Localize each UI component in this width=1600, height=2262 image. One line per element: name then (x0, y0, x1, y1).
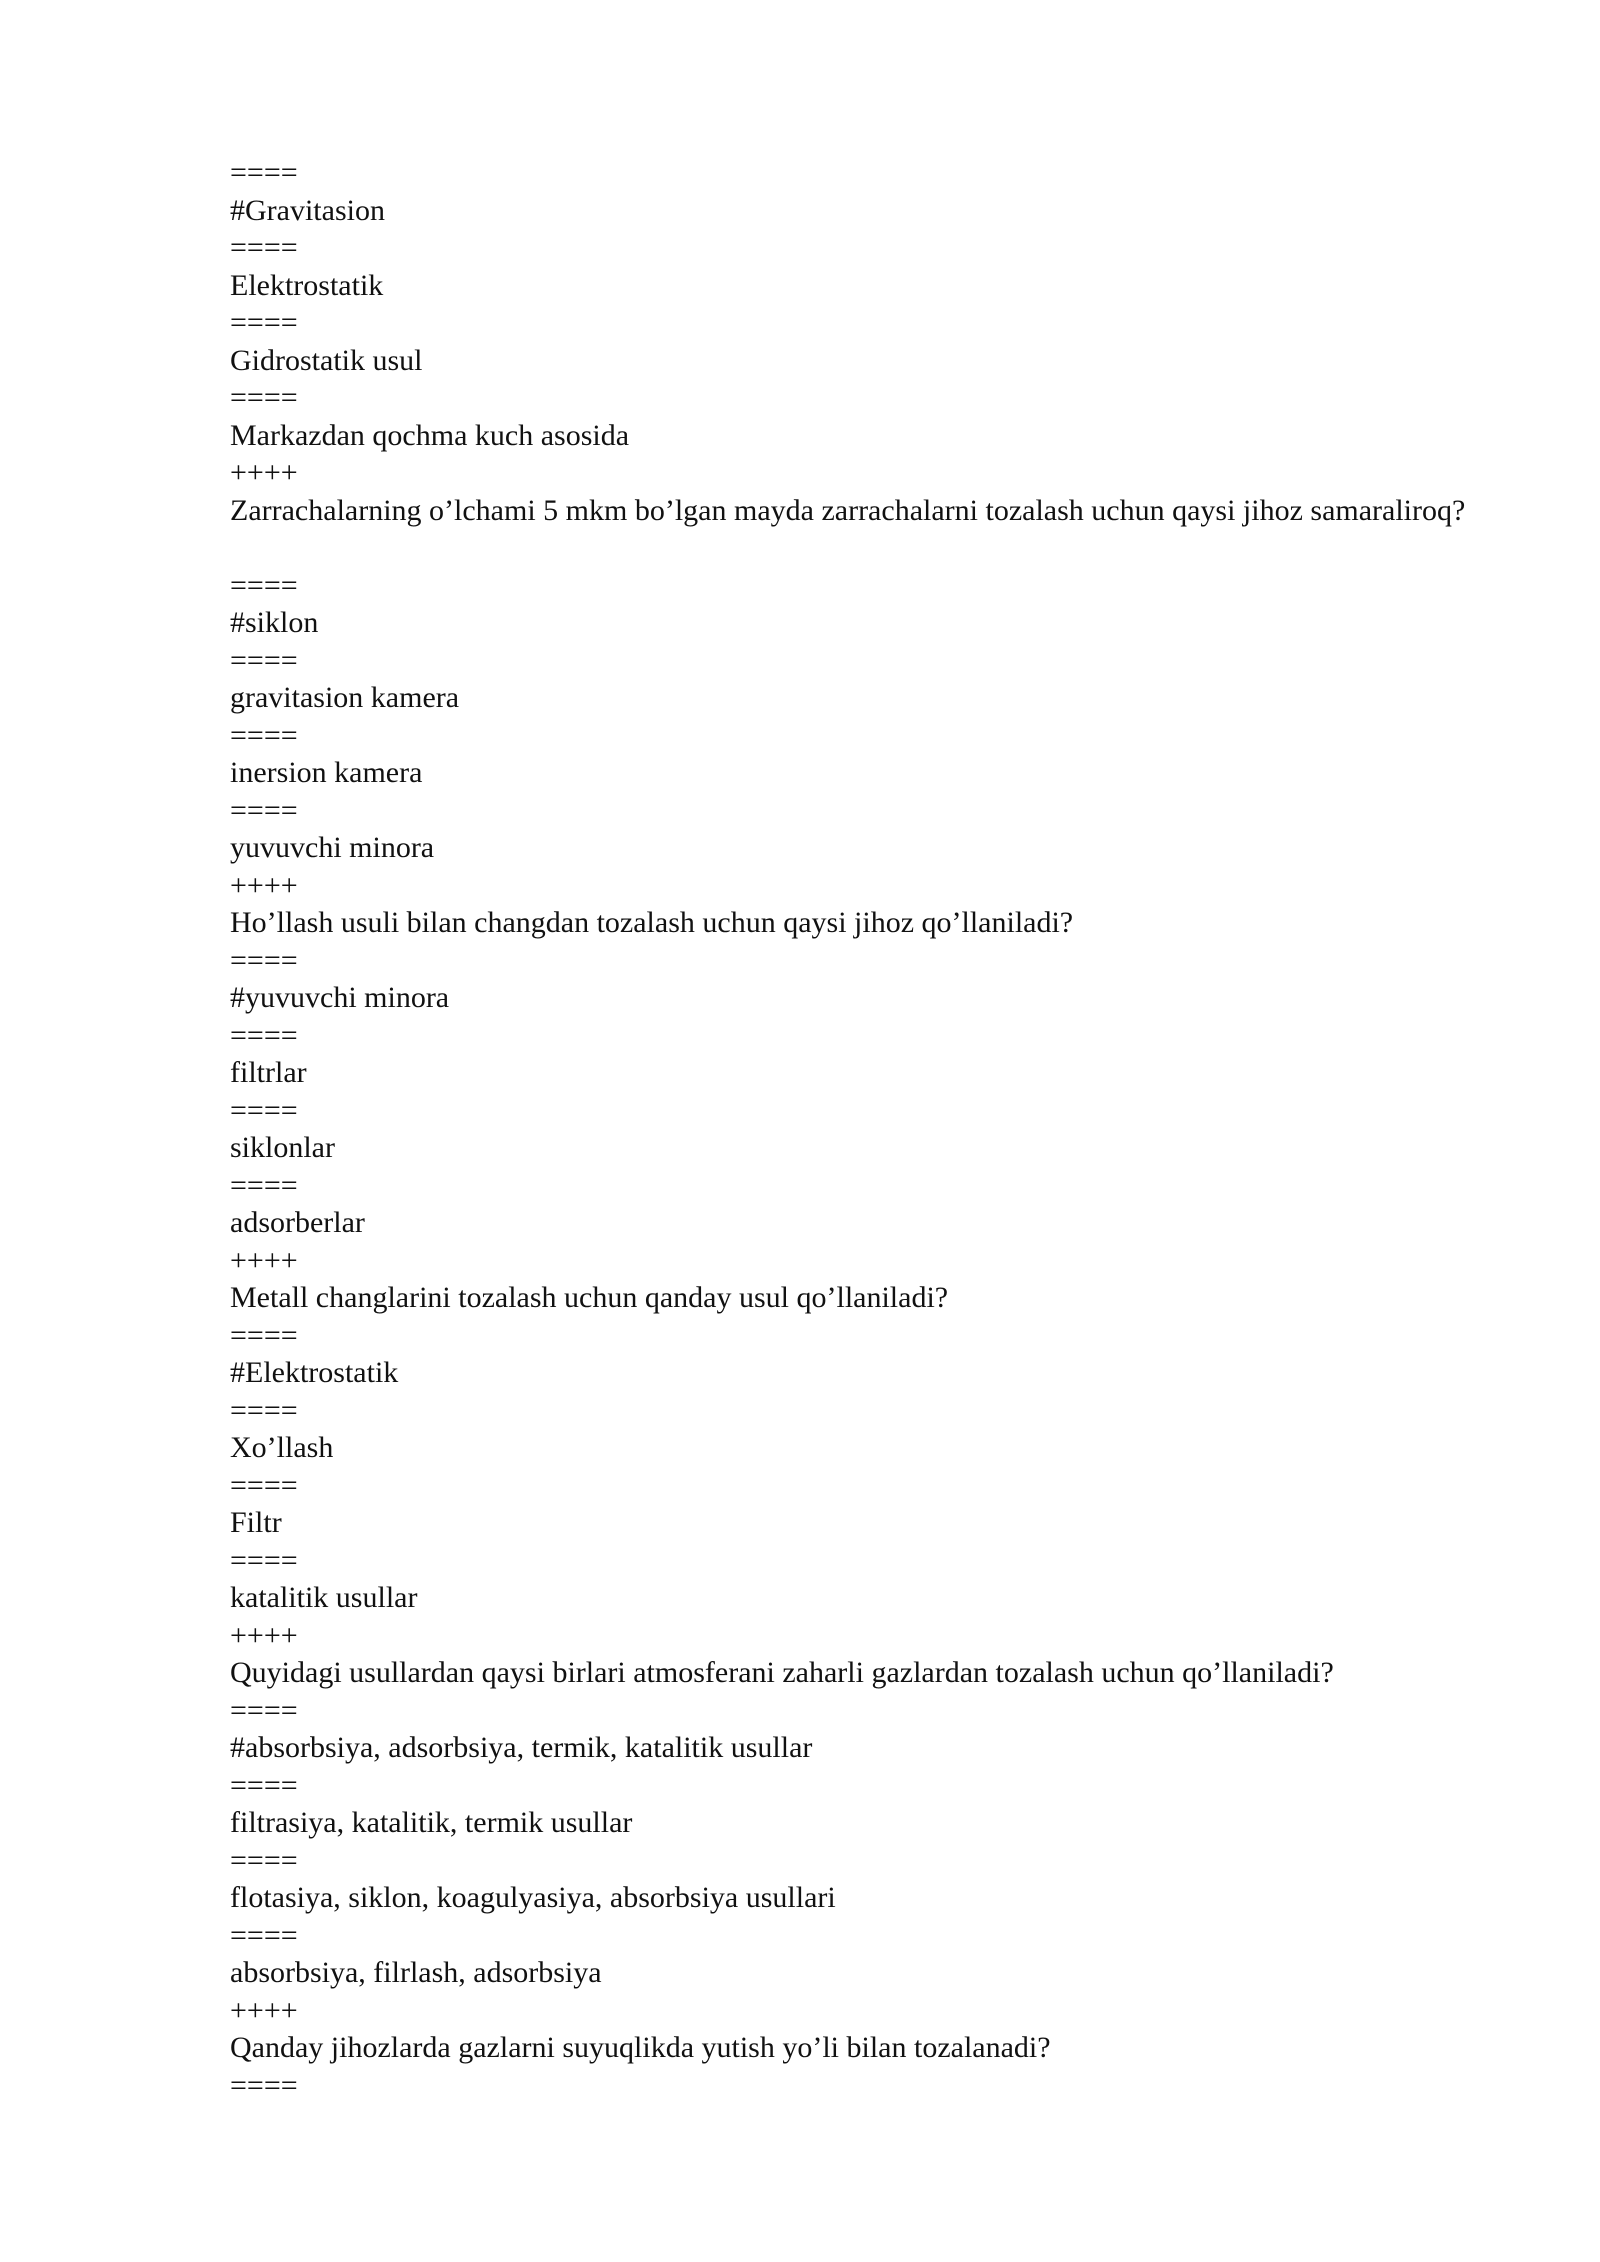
answer-option: Xo’llash (230, 1431, 334, 1464)
answer-option: gravitasion kamera (230, 681, 460, 714)
correct-answer-option: #siklon (230, 606, 319, 639)
answer-option: absorbsiya, filrlash, adsorbsiya (230, 1956, 602, 1989)
option-separator: ==== (230, 2068, 298, 2102)
question-separator: ++++ (230, 1243, 298, 1277)
question-text: Qanday jihozlarda gazlarni suyuqlikda yutish yo’li bilan tozalanadi? (230, 2031, 1051, 2064)
answer-option: Elektrostatik (230, 268, 384, 302)
option-separator: ==== (230, 568, 298, 602)
option-separator: ==== (230, 231, 298, 264)
answer-option: Markazdan qochma kuch asosida (230, 418, 630, 452)
option-separator: ==== (230, 1393, 298, 1427)
question-text: Metall changlarini tozalash uchun qanday usul qo’llaniladi? (230, 1281, 949, 1314)
question-separator: ++++ (230, 1993, 298, 2027)
answer-option: katalitik usullar (230, 1581, 418, 1614)
option-separator: ==== (230, 643, 298, 677)
option-separator: ==== (230, 156, 298, 189)
correct-answer-option: #Gravitasion (230, 193, 385, 227)
option-separator: ==== (230, 943, 298, 977)
option-separator: ==== (230, 1468, 298, 1502)
option-separator: ==== (230, 1918, 298, 1952)
option-separator: ==== (230, 718, 298, 752)
option-separator: ==== (230, 381, 298, 414)
option-separator: ==== (230, 1693, 298, 1727)
question-text: Ho’llash usuli bilan changdan tozalash uchun qaysi jihoz qo’llaniladi? (230, 906, 1074, 939)
question-text: Quyidagi usullardan qaysi birlari atmosferani zaharli gazlardan tozalash uchun qo’llaniladi? (230, 1656, 1334, 1689)
answer-option: flotasiya, siklon, koagulyasiya, absorbsiya usullari (230, 1881, 836, 1914)
answer-option: siklonlar (230, 1131, 335, 1164)
answer-option: Gidrostatik usul (230, 343, 423, 377)
option-separator: ==== (230, 1543, 298, 1577)
answer-option: adsorberlar (230, 1206, 365, 1239)
answer-option: inersion kamera (230, 756, 423, 789)
option-separator: ==== (230, 306, 298, 339)
option-separator: ==== (230, 1018, 298, 1052)
option-separator: ==== (230, 1318, 298, 1352)
option-separator: ==== (230, 793, 298, 827)
question-text: Zarrachalarning o’lchami 5 mkm bo’lgan mayda zarrachalarni tozalash uchun qaysi jihoz samaraliroq? (230, 493, 1466, 527)
option-separator: ==== (230, 1093, 298, 1127)
question-separator: ++++ (230, 1618, 298, 1652)
option-separator: ==== (230, 1168, 298, 1202)
option-separator: ==== (230, 1843, 298, 1877)
correct-answer-option: #yuvuvchi minora (230, 981, 450, 1014)
document-body (230, 154, 1492, 2104)
answer-option: Filtr (230, 1506, 282, 1539)
question-separator: ++++ (230, 868, 298, 902)
answer-option: filtrasiya, katalitik, termik usullar (230, 1806, 633, 1839)
correct-answer-option: #absorbsiya, adsorbsiya, termik, katalitik usullar (230, 1731, 813, 1764)
option-separator: ==== (230, 1768, 298, 1802)
answer-option: yuvuvchi minora (230, 831, 435, 864)
answer-option: filtrlar (230, 1056, 307, 1089)
question-separator: ++++ (230, 456, 298, 489)
correct-answer-option: #Elektrostatik (230, 1356, 399, 1389)
